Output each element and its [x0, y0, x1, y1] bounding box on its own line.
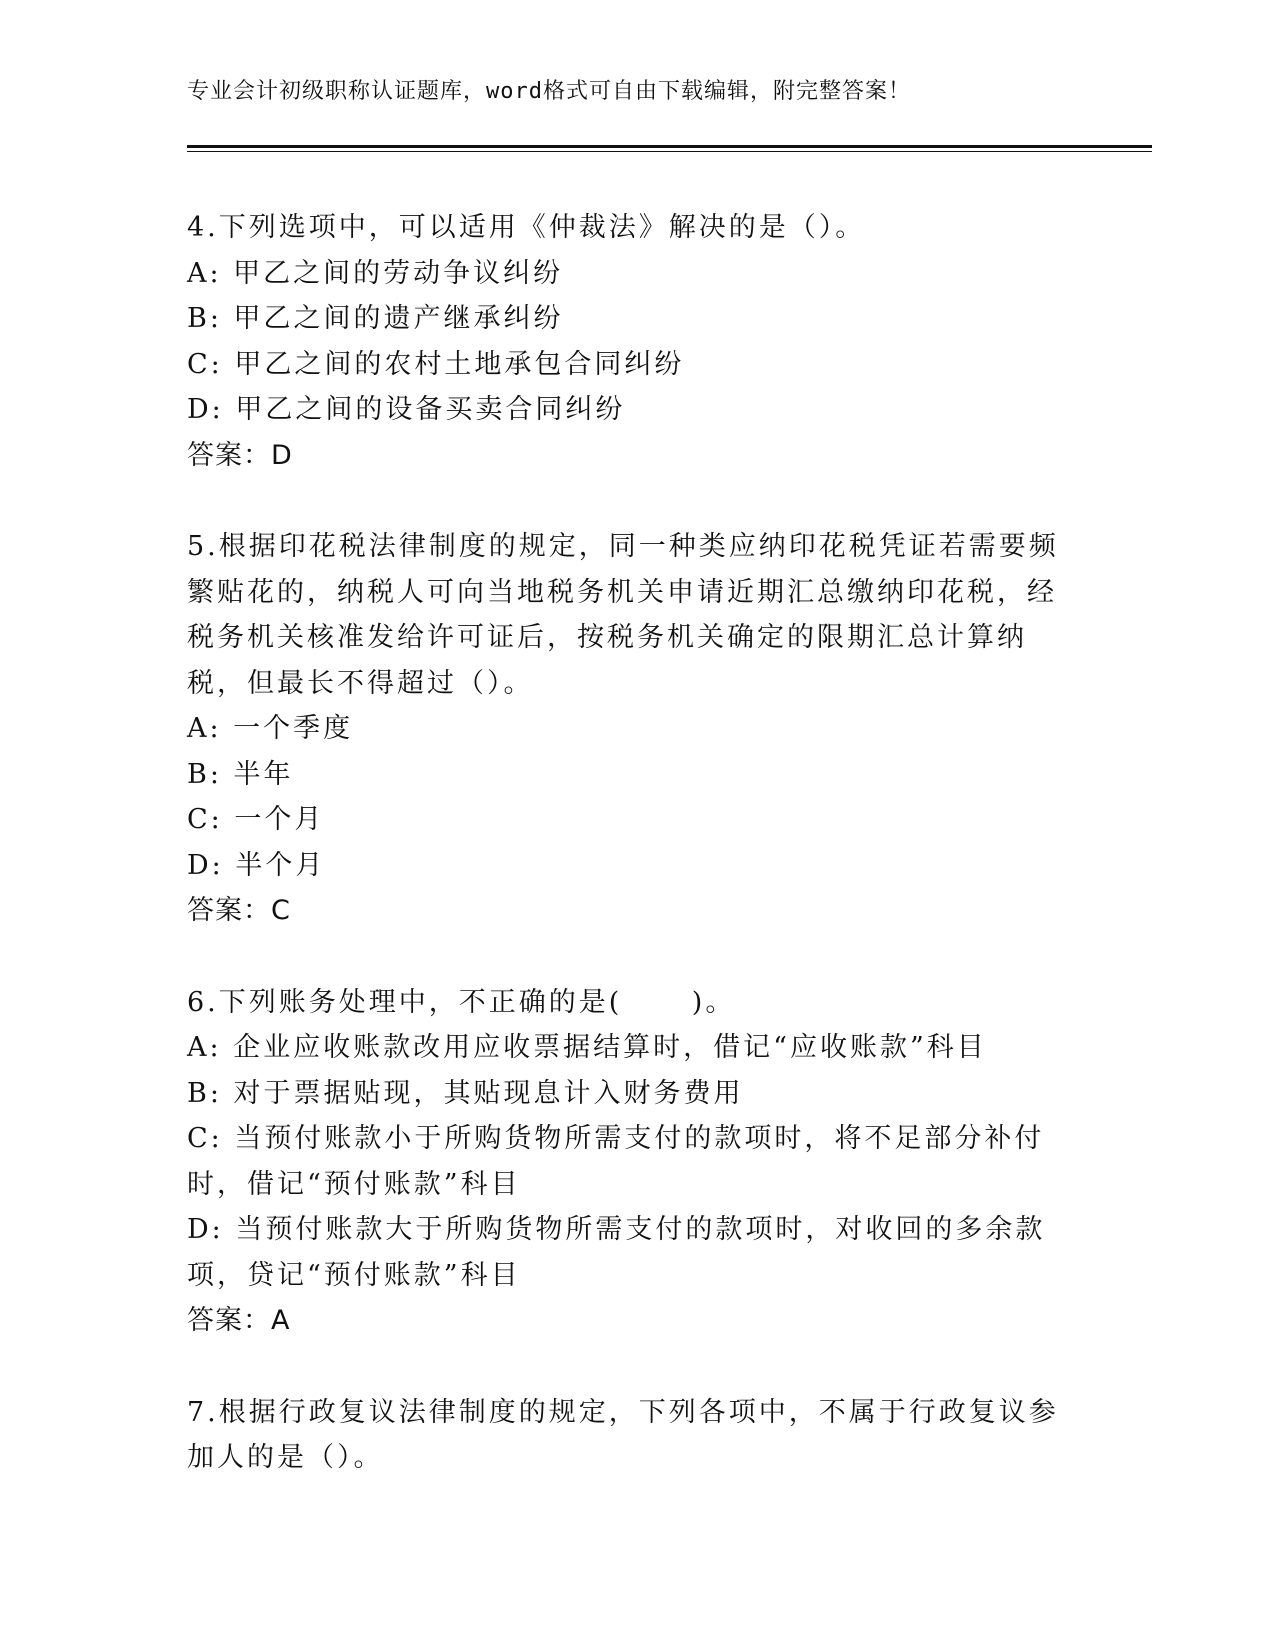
question-4	[187, 205, 1067, 478]
question-7	[187, 1390, 1067, 1481]
option-b: B: 半年	[187, 758, 294, 790]
question-5	[187, 524, 1067, 934]
option-d: D: 半个月	[187, 849, 326, 881]
question-stem: 6.下列账务处理中，不正确的是( )。	[187, 986, 736, 1018]
option-b: B: 对于票据贴现，其贴现息计入财务费用	[187, 1077, 744, 1109]
option-a: A: 一个季度	[187, 713, 354, 744]
document-header: 专业会计初级职称认证题库，word格式可自由下载编辑，附完整答案！	[187, 79, 911, 104]
option-d: D: 当预付账款大于所购货物所需支付的款项时，对收回的多余款项，贷记“预付账款”科目	[187, 1214, 1046, 1291]
option-c: C: 当预付账款小于所购货物所需支付的款项时，将不足部分补付时，借记“预付账款”科目	[187, 1123, 1045, 1200]
option-b: B: 甲乙之间的遗产继承纠纷	[187, 303, 564, 334]
question-list	[187, 205, 1067, 1527]
header-rule-thin	[187, 151, 1152, 152]
question-stem: 5.根据印花税法律制度的规定，同一种类应纳印花税凭证若需要频繁贴花的，纳税人可向当地税务机关申请近期汇总缴纳印花税，经税务机关核准发给许可证后，按税务机关确定的限期汇总计算纳税，但最长不得超过（）。	[187, 531, 1059, 699]
question-stem: 4.下列选项中，可以适用《仲裁法》解决的是（）。	[187, 212, 866, 243]
option-a: A: 企业应收账款改用应收票据结算时，借记“应收账款”科目	[187, 1032, 987, 1063]
question-stem: 7.根据行政复议法律制度的规定，下列各项中，不属于行政复议参加人的是（）。	[187, 1396, 1059, 1473]
option-d: D: 甲乙之间的设备买卖合同纠纷	[187, 394, 626, 425]
header-rule-thick	[187, 145, 1152, 148]
question-6	[187, 980, 1067, 1344]
option-c: C: 甲乙之间的农村土地承包合同纠纷	[187, 348, 685, 380]
option-c: C: 一个月	[187, 804, 325, 835]
option-a: A: 甲乙之间的劳动争议纠纷	[187, 257, 564, 289]
answer: 答案：C	[187, 895, 291, 926]
answer: 答案：A	[187, 1305, 291, 1336]
answer: 答案：D	[187, 439, 293, 471]
